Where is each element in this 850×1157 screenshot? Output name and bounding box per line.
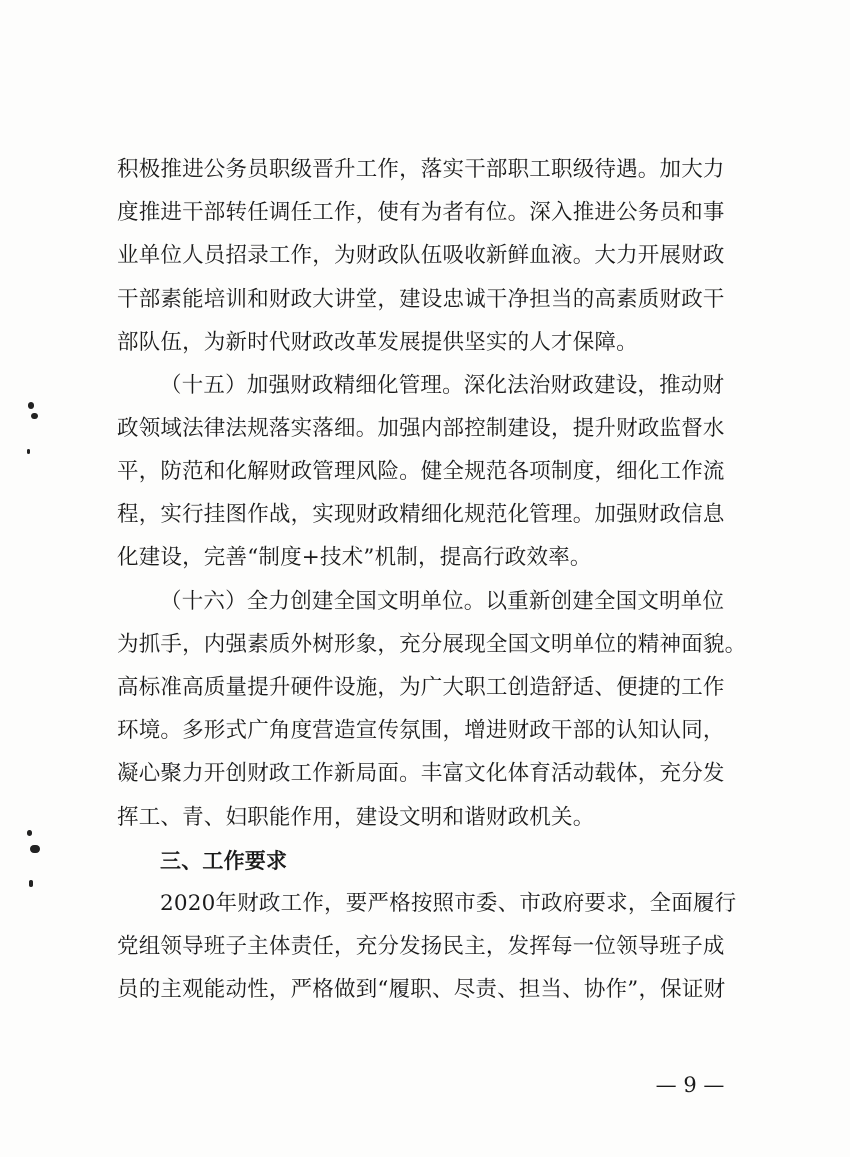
section-paragraph-start: 2020年财政工作，要严格按照市委、市政府要求，全面履行 (160, 891, 737, 916)
text-line: 员的主观能动性，严格做到“履职、尽责、担当、协作”，保证财 (117, 977, 726, 1002)
text-line: 政领域法律法规落实落细。加强内部控制建设，提升财政监督水 (117, 416, 725, 441)
section-heading: 三、工作要求 (160, 849, 288, 873)
text-line: 部队伍，为新时代财政改革发展提供坚实的人才保障。 (117, 330, 638, 355)
text-line: 积极推进公务员职级晋升工作，落实干部职工职级待遇。加大力 (117, 157, 725, 182)
scan-mark (27, 830, 32, 836)
text-line: 程，实行挂图作战，实现财政精细化规范化管理。加强财政信息 (117, 502, 725, 527)
text-line: 环境。多形式广角度营造宣传氛围，增进财政干部的认知认同， (117, 718, 725, 743)
text-line: 党组领导班子主体责任，充分发扬民主，发挥每一位领导班子成 (117, 934, 725, 959)
section-paragraph-start: （十六）全力创建全国文明单位。以重新创建全国文明单位 (160, 589, 725, 614)
text-line: 挥工、青、妇职能作用，建设文明和谐财政机关。 (117, 805, 595, 830)
page-number: — 9 — (655, 1073, 725, 1097)
scan-mark (27, 449, 30, 454)
section-paragraph-start: （十五）加强财政精细化管理。深化法治财政建设，推动财 (160, 373, 725, 398)
text-line: 干部素能培训和财政大讲堂，建设忠诚干净担当的高素质财政干 (117, 287, 725, 312)
text-line: 为抓手，内强素质外树形象，充分展现全国文明单位的精神面貌。 (117, 632, 747, 657)
text-line: 度推进干部转任调任工作，使有为者有位。深入推进公务员和事 (117, 200, 725, 225)
scan-mark (31, 413, 38, 419)
text-line: 平，防范和化解财政管理风险。健全规范各项制度，细化工作流 (117, 459, 725, 484)
text-line: 化建设，完善“制度+技术”机制，提高行政效率。 (117, 545, 592, 570)
scan-mark (29, 880, 33, 887)
text-line: 凝心聚力开创财政工作新局面。丰富文化体育活动载体，充分发 (117, 761, 725, 786)
scan-mark (30, 845, 40, 853)
scan-mark (28, 402, 34, 409)
text-line: 高标准高质量提升硬件设施，为广大职工创造舒适、便捷的工作 (117, 675, 725, 700)
text-line: 业单位人员招录工作，为财政队伍吸收新鲜血液。大力开展财政 (117, 243, 725, 268)
